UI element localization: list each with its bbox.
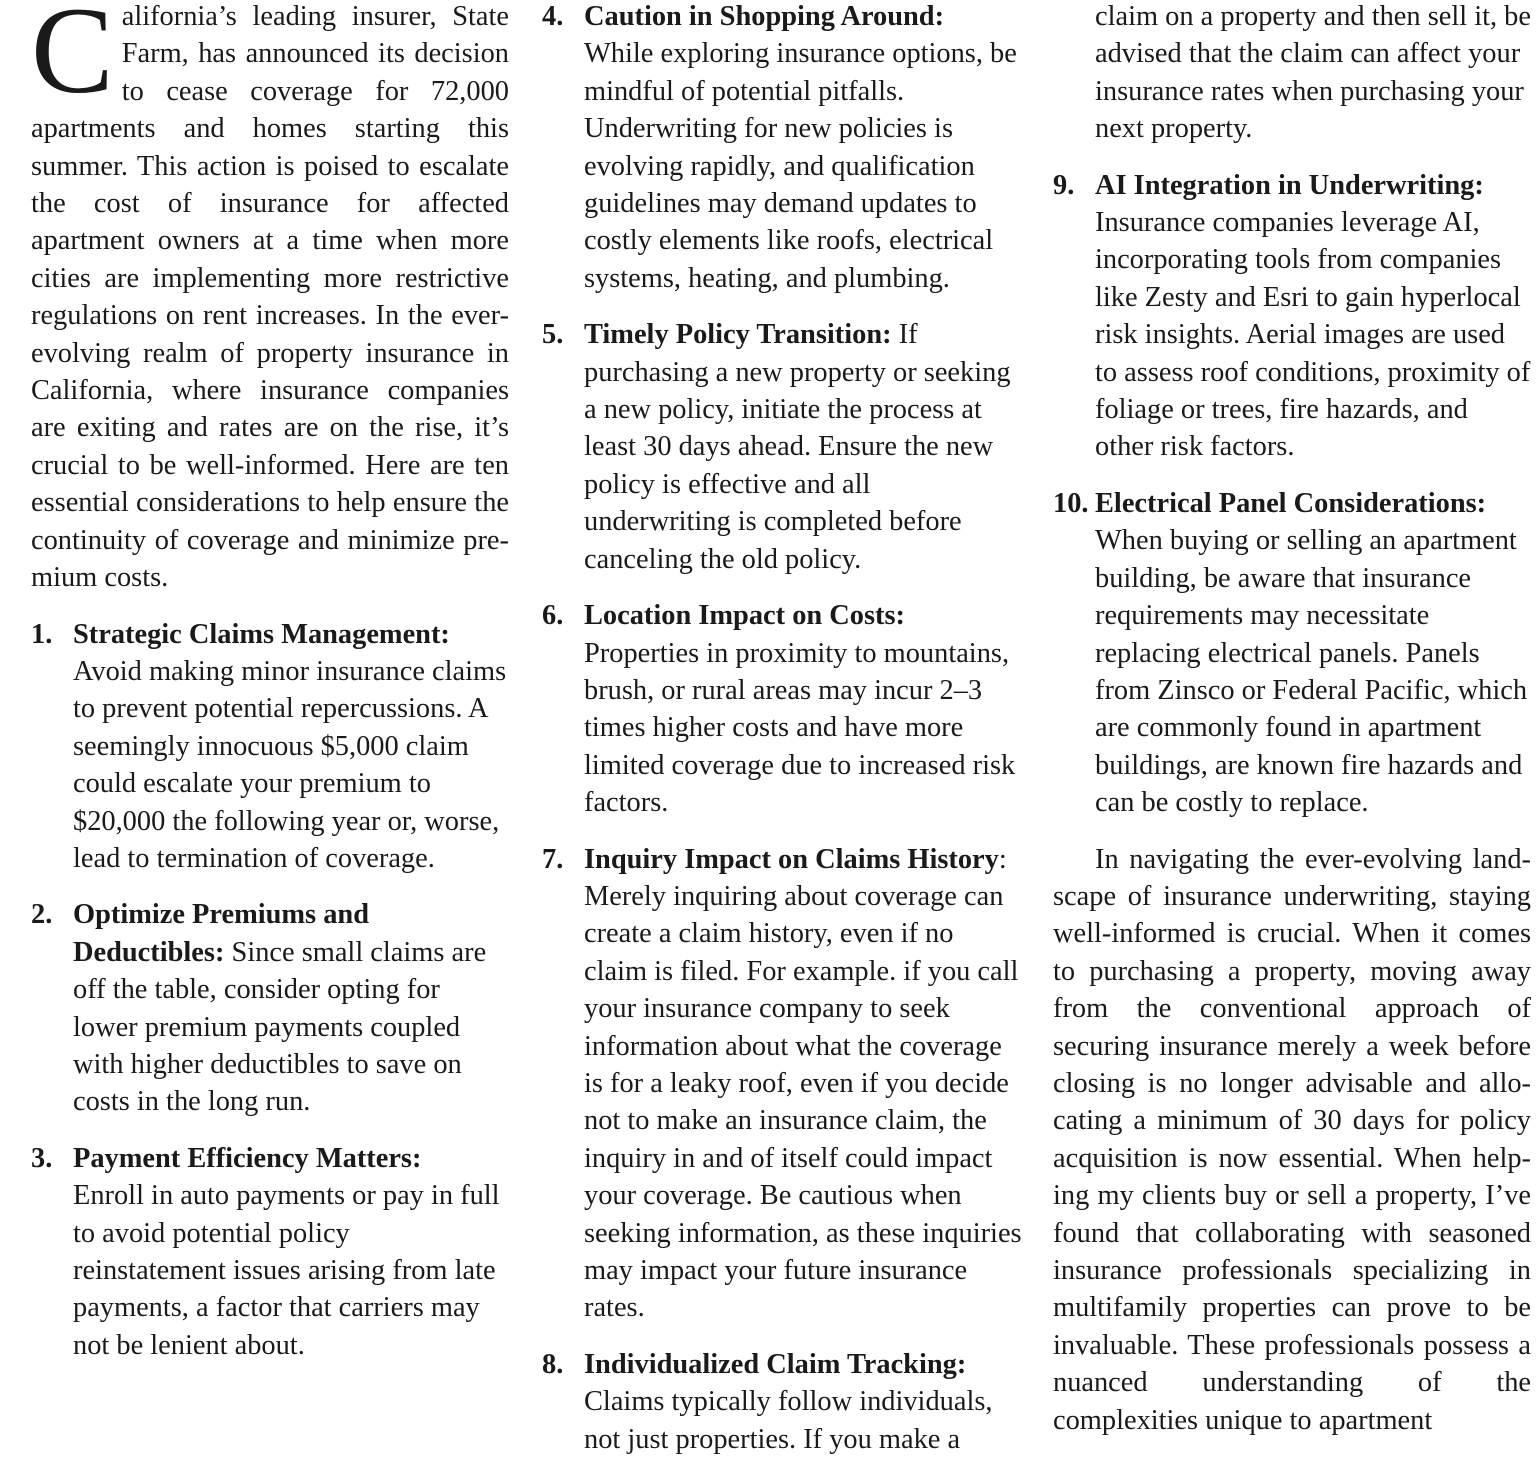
item-title: Individualized Claim Tracking: (584, 1348, 967, 1380)
item-number: 5. (542, 319, 564, 351)
item-title: Strategic Claims Management: (73, 618, 450, 650)
intro-text: alifornia’s leading insurer, State Farm, has announced its decision to cease coverage for 72,000 apartments and homes starting this summer. This action is poised to escalate the cost of insurance for affected apartment owners at a time when more cities are implementing more restrictive regulations on rent increases. In the ever-evolving realm of property insurance in California, where insurance companies are exiting and rates are on the rise, it’s crucial to be well-informed. Here are ten essential considerations to help ensure the continuity of coverage and minimize premium costs. (31, 1, 509, 594)
column-2 (542, 0, 1022, 1477)
list-item (1053, 167, 1531, 466)
item-8-continuation: claim on a property and then sell it, be advised that the claim can affect your insurance rates when purchasing your next property. (1095, 1, 1531, 145)
item-body: Avoid making minor insurance claims to prevent potential repercussions. A seemingly innocuous $5,000 claim could escalate your premium to $20,000 the following year or, worse, lead to termination of coverage. (73, 655, 507, 874)
closing-paragraph: In navigating the ever-evolving landscape of insurance underwriting, staying well-informed is crucial. When it comes to purchasing a property, moving away from the conventional approach of securing insurance merely a week before closing is no longer advisable and allocating a minimum of 30 days for policy acquisition is now essential. When helping my clients buy or sell a property, I’ve found that collaborating with seasoned insurance professionals specializing in multifamily properties can prove to be invaluable. These professionals possess a nuanced understanding of the complexities unique to apartment (1053, 843, 1531, 1436)
list-item (1053, 485, 1531, 822)
item-title: Electrical Panel Considerations: (1095, 487, 1487, 519)
item-number: 8. (542, 1348, 564, 1380)
column-3 (1053, 0, 1531, 1439)
item-number: 4. (542, 1, 564, 32)
item-number: 6. (542, 600, 564, 632)
item-body: Since small claims are off the table, consider opting for lower premium payments coupled with higher deductibles to save on costs in the long run. (73, 936, 487, 1118)
item-number: 3. (31, 1142, 53, 1174)
item-body: Enroll in auto payments or pay in full to avoid potential policy reinstatement issues arising from late payments, a factor that carriers may not be lenient about. (73, 1180, 500, 1361)
item-body: Properties in proximity to mountains, brush, or rural areas may incur 2–3 times higher costs and have more limited coverage due to increased risk factors. (584, 637, 1016, 819)
item-body: When buying or selling an apartment building, be aware that insurance requirements may necessitate replacing electrical panels. Panels from Zinsco or Federal Pacific, which are commonly found in apartment buildings, are known fire hazards and can be costly to replace. (1095, 525, 1528, 819)
item-body: Claims typically follow individuals, not just properties. If you make a (584, 1386, 993, 1455)
item-title: Location Impact on Costs: (584, 600, 905, 632)
list-item (542, 597, 1022, 821)
list-item (542, 841, 1022, 1327)
item-title: AI Integration in Underwriting: (1095, 169, 1484, 201)
item-number: 2. (31, 899, 53, 931)
list-item (542, 316, 1022, 578)
item-body: While exploring insurance options, be mindful of potential pitfalls. Underwriting for new policies is evolving rapidly, and qualification guidelines may demand updates to costly elements like roofs, electrical systems, heating, and plumbing. (584, 38, 1017, 294)
item-title: Payment Efficiency Matters: (73, 1142, 422, 1174)
item-title: Optimize Premiums and Deductibles: (73, 899, 369, 968)
item-body: Merely inquiring about coverage can create a claim history, even if no claim is filed. For example. if you call your insurance company to seek information about what the coverage is for a leaky roof, even if you decide not to make an insurance claim, the inquiry in and of itself could impact your coverage. Be cautious when seeking information, as these inquiries may impact your future insurance rates. (584, 880, 1022, 1324)
item-number: 1. (31, 618, 53, 650)
intro-paragraph (31, 0, 509, 597)
list-item (542, 0, 1022, 297)
item-title: Caution in Shopping Around: (584, 1, 945, 32)
item-number: 7. (542, 843, 564, 875)
drop-cap: C (31, 0, 114, 119)
considerations-list-part-3 (1053, 167, 1531, 822)
list-item (31, 896, 509, 1120)
item-body: Insurance companies leverage AI, incorporating tools from companies like Zesty and Esri to gain hyperlocal risk insights. Aerial images are used to assess roof conditions, proximity of foliage or trees, fire hazards, and other risk factors. (1095, 207, 1531, 463)
item-title: Timely Policy Transition: (584, 319, 892, 351)
list-item (31, 1140, 509, 1364)
list-item (542, 1346, 1022, 1458)
considerations-list-part-2 (542, 0, 1022, 1458)
item-title: Inquiry Impact on Claims History (584, 843, 999, 875)
item-number: 10. (1053, 487, 1089, 519)
considerations-list-part-1 (31, 616, 509, 1365)
column-1 (31, 0, 509, 1383)
item-title-suffix: : (998, 843, 1007, 875)
item-body: If purchasing a new property or seeking a new policy, initiate the process at least 30 days ahead. Ensure the new policy is effective and all underwriting is completed before canceling the old policy. (584, 319, 1011, 575)
item-number: 9. (1053, 169, 1075, 201)
list-item (31, 616, 509, 878)
